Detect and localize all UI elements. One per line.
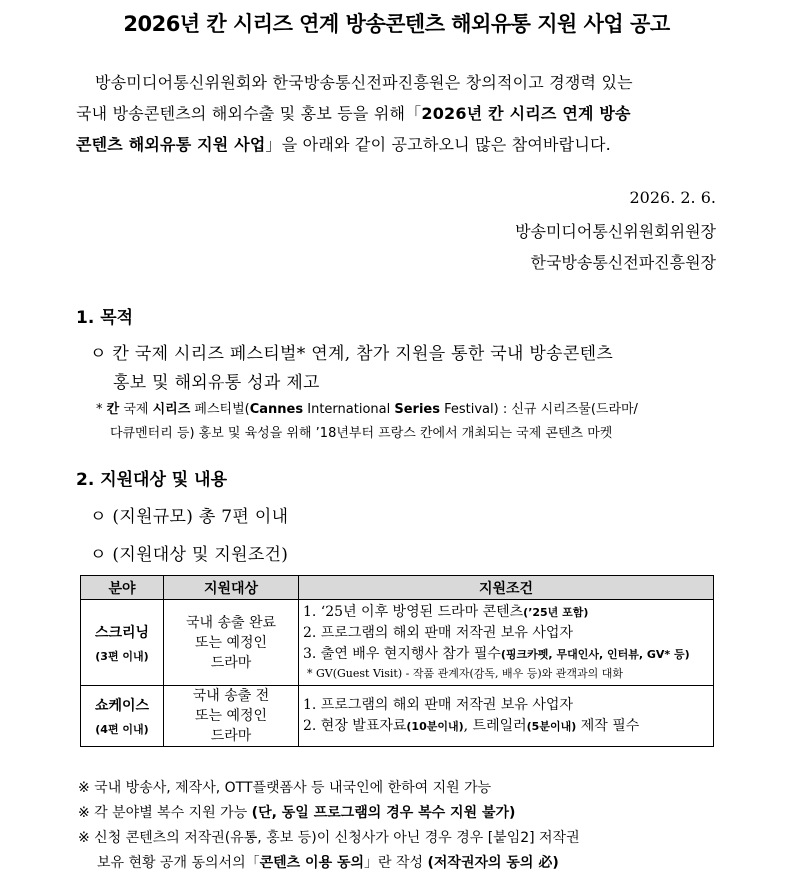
condition-item xyxy=(303,644,709,665)
condition-item xyxy=(303,716,709,737)
note-text: 국제 xyxy=(119,402,153,417)
condition-item xyxy=(303,602,709,623)
intro-line-1: 방송미디어통신위원회와 한국방송통신전파진흥원은 창의적이고 경쟁력 있는 xyxy=(95,73,633,92)
section-2-heading: 2. 지원대상 및 내용 xyxy=(76,470,227,490)
condition-text: 1. ‘25년 이후 방영된 드라마 콘텐츠 xyxy=(303,604,524,620)
intro-text: 국내 방송콘텐츠의 해외수출 및 홍보 등을 위해「 xyxy=(76,104,422,123)
target-line: 드라마 xyxy=(210,654,252,671)
intro-text: 」을 아래와 같이 공고하오니 많은 참여바랍니다. xyxy=(265,135,611,154)
footnote-multiple-application xyxy=(78,802,515,822)
target-cell xyxy=(164,600,299,686)
page-title: 2026년 칸 시리즈 연계 방송콘텐츠 해외유통 지원 사업 공고 xyxy=(123,12,670,36)
category-name: 스크리닝 xyxy=(94,624,150,641)
note-text: 페스티벌( xyxy=(190,402,250,417)
note-bold: 칸 xyxy=(106,402,120,417)
condition-detail: (핑크카펫, 무대인사, 인터뷰, GV* 등) xyxy=(500,648,690,661)
support-conditions-table xyxy=(80,575,714,747)
festival-note-line-1 xyxy=(96,398,638,417)
category-cell xyxy=(81,600,164,686)
condition-text: , 트레일러 xyxy=(463,718,527,734)
condition-text: 2. 현장 발표자료 xyxy=(303,718,407,734)
target-line: 또는 예정인 xyxy=(194,634,268,651)
intro-line-2 xyxy=(76,101,631,124)
note-bold: 시리즈 xyxy=(152,402,191,417)
target-line: 드라마 xyxy=(210,728,252,744)
festival-note-line-2: 다큐멘터리 등) 홍보 및 육성을 위해 ’18년부터 프랑스 칸에서 개최되는 국제 콘텐츠 마켓 xyxy=(110,426,613,441)
condition-text: 3. 출연 배우 현지행사 참가 필수 xyxy=(303,646,501,662)
note-text: Festival) : 신규 시리즈물(드라마/ xyxy=(439,402,638,417)
table-row-showcase xyxy=(81,686,714,747)
note-marker: * xyxy=(96,402,107,417)
table-header-row xyxy=(81,576,714,600)
target-line: 또는 예정인 xyxy=(194,708,268,724)
footnote-emphasis: (단, 동일 프로그램의 경우 복수 지원 불가) xyxy=(251,805,516,821)
condition-text: 제작 필수 xyxy=(576,718,640,734)
signer-commission: 방송미디어통신위원회위원장 xyxy=(515,222,716,241)
section-2-bullet-scale: ㅇ (지원규모) 총 7편 이내 xyxy=(90,507,289,527)
conditions-cell xyxy=(299,686,714,747)
condition-detail: (’25년 포함) xyxy=(523,606,589,619)
target-line: 국내 송출 완료 xyxy=(185,614,277,631)
note-text: International xyxy=(303,402,395,417)
conditions-cell xyxy=(299,600,714,686)
program-name: 콘텐츠 해외유통 지원 사업 xyxy=(76,135,266,154)
section-1-heading: 1. 목적 xyxy=(76,308,134,328)
footnote-eligibility: ※ 국내 방송사, 제작사, OTT플랫폼사 등 내국인에 한하여 지원 가능 xyxy=(78,780,492,796)
footnote-copyright-line-1: ※ 신청 콘텐츠의 저작권(유통, 홍보 등)이 신청사가 아닌 경우 경우 [붙임2] 저작권 xyxy=(78,830,580,846)
condition-item: 2. 프로그램의 해외 판매 저작권 보유 사업자 xyxy=(303,625,573,641)
category-name: 쇼케이스 xyxy=(94,698,150,714)
gv-note: * GV(Guest Visit) - 작품 관계자(감독, 배우 등)와 관객과의 대화 xyxy=(307,667,624,680)
section-1-bullet-line-2: 홍보 및 해외유통 성과 제고 xyxy=(113,373,320,393)
announcement-date: 2026. 2. 6. xyxy=(629,188,716,207)
footnote-emphasis: 콘텐츠 이용 동의 xyxy=(259,855,365,871)
category-count: (3편 이내) xyxy=(95,649,149,663)
footnote-copyright-line-2 xyxy=(97,852,559,872)
footnote-text: 보유 현황 공개 동의서의「 xyxy=(97,855,260,871)
footnote-emphasis: (저작권자의 동의 必) xyxy=(427,855,559,871)
condition-item: 1. 프로그램의 해외 판매 저작권 보유 사업자 xyxy=(303,697,573,713)
footnote-text: 」란 작성 xyxy=(364,855,428,871)
footnote-text: ※ 각 분야별 복수 지원 가능 xyxy=(78,805,252,821)
intro-line-3 xyxy=(76,132,611,155)
condition-detail: (10분이내) xyxy=(406,720,464,733)
column-header-category: 분야 xyxy=(81,576,164,600)
target-cell xyxy=(164,686,299,747)
column-header-target: 지원대상 xyxy=(164,576,299,600)
signer-agency: 한국방송통신전파진흥원장 xyxy=(530,253,716,272)
condition-detail: (5분이내) xyxy=(526,720,577,733)
category-count: (4편 이내) xyxy=(95,723,149,736)
target-line: 국내 송출 전 xyxy=(192,688,270,704)
column-header-conditions: 지원조건 xyxy=(299,576,714,600)
category-cell xyxy=(81,686,164,747)
section-2-bullet-conditions: ㅇ (지원대상 및 지원조건) xyxy=(90,545,289,565)
section-1-bullet-line-1: ㅇ 칸 국제 시리즈 페스티벌* 연계, 참가 지원을 통한 국내 방송콘텐츠 xyxy=(90,344,614,364)
note-bold: Cannes xyxy=(249,402,304,417)
table-row-screening xyxy=(81,600,714,686)
program-name: 2026년 칸 시리즈 연계 방송 xyxy=(421,104,631,123)
note-bold: Series xyxy=(394,402,440,417)
